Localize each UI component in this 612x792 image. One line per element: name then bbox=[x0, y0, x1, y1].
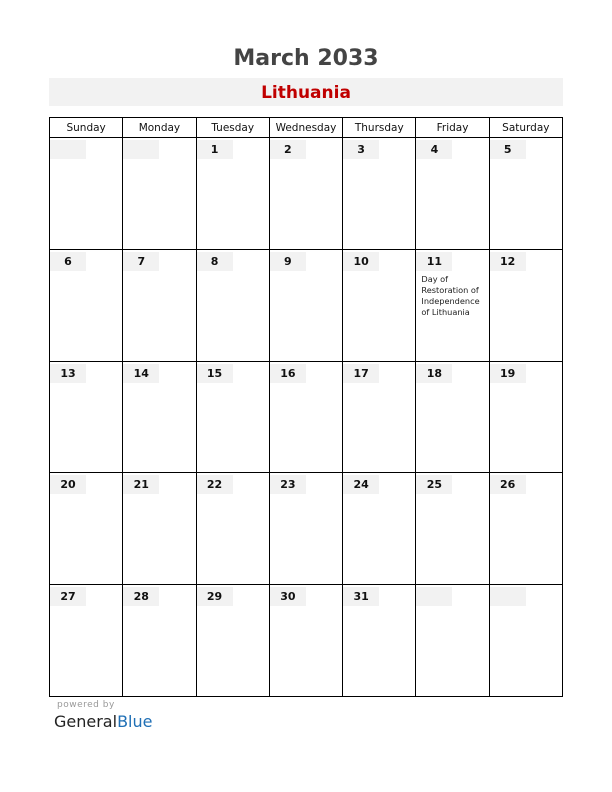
day-cell bbox=[196, 249, 269, 361]
day-cell bbox=[269, 249, 342, 361]
day-cell bbox=[196, 585, 269, 697]
weekday-tuesday: Tuesday bbox=[196, 118, 269, 138]
day-number: 31 bbox=[343, 587, 379, 606]
day-number: 17 bbox=[343, 364, 379, 383]
day-cell bbox=[489, 138, 562, 250]
day-number: 23 bbox=[270, 475, 306, 494]
day-cell bbox=[416, 249, 489, 361]
week-row bbox=[50, 249, 563, 361]
day-number bbox=[123, 140, 159, 159]
day-number: 7 bbox=[123, 252, 159, 271]
week-row bbox=[50, 473, 563, 585]
country-name: Lithuania bbox=[49, 78, 563, 106]
day-cell bbox=[489, 361, 562, 473]
day-cell bbox=[269, 138, 342, 250]
weekday-friday: Friday bbox=[416, 118, 489, 138]
day-cell bbox=[123, 585, 196, 697]
day-cell bbox=[269, 361, 342, 473]
day-cell bbox=[489, 585, 562, 697]
day-number: 5 bbox=[490, 140, 526, 159]
day-cell bbox=[489, 473, 562, 585]
calendar-title: March 2033 bbox=[233, 46, 379, 71]
brand-blue: Blue bbox=[117, 712, 153, 731]
day-cell bbox=[416, 473, 489, 585]
holiday-label bbox=[421, 274, 479, 319]
day-number: 9 bbox=[270, 252, 306, 271]
day-number: 19 bbox=[490, 364, 526, 383]
day-number: 25 bbox=[416, 475, 452, 494]
day-number: 8 bbox=[197, 252, 233, 271]
brand-general: General bbox=[54, 712, 118, 731]
day-cell bbox=[416, 585, 489, 697]
day-cell bbox=[123, 473, 196, 585]
day-cell bbox=[50, 138, 123, 250]
powered-by-text: powered by bbox=[57, 700, 115, 710]
day-cell bbox=[196, 138, 269, 250]
day-number: 3 bbox=[343, 140, 379, 159]
week-row bbox=[50, 361, 563, 473]
day-cell bbox=[489, 249, 562, 361]
day-number: 21 bbox=[123, 475, 159, 494]
day-number: 29 bbox=[197, 587, 233, 606]
day-cell bbox=[50, 585, 123, 697]
day-number: 2 bbox=[270, 140, 306, 159]
day-cell bbox=[50, 473, 123, 585]
weekday-thursday: Thursday bbox=[343, 118, 416, 138]
day-cell bbox=[50, 361, 123, 473]
day-cell bbox=[343, 249, 416, 361]
day-number: 24 bbox=[343, 475, 379, 494]
day-number: 11 bbox=[416, 252, 452, 271]
day-number: 1 bbox=[197, 140, 233, 159]
day-number: 15 bbox=[197, 364, 233, 383]
day-number: 6 bbox=[50, 252, 86, 271]
day-cell bbox=[196, 361, 269, 473]
weekday-saturday: Saturday bbox=[489, 118, 562, 138]
calendar-grid bbox=[49, 117, 563, 697]
day-cell bbox=[343, 473, 416, 585]
day-cell bbox=[269, 585, 342, 697]
week-row bbox=[50, 138, 563, 250]
day-cell bbox=[269, 473, 342, 585]
day-cell bbox=[416, 138, 489, 250]
day-number: 4 bbox=[416, 140, 452, 159]
weekday-monday: Monday bbox=[123, 118, 196, 138]
day-number: 26 bbox=[490, 475, 526, 494]
day-cell bbox=[123, 249, 196, 361]
weekday-sunday: Sunday bbox=[50, 118, 123, 138]
weekday-header-row bbox=[50, 118, 563, 138]
day-number: 13 bbox=[50, 364, 86, 383]
day-number: 30 bbox=[270, 587, 306, 606]
day-cell bbox=[123, 361, 196, 473]
day-number: 28 bbox=[123, 587, 159, 606]
day-number: 12 bbox=[490, 252, 526, 271]
holiday-line: Day of bbox=[421, 273, 449, 284]
day-cell bbox=[416, 361, 489, 473]
brand-logo bbox=[54, 712, 152, 731]
day-cell bbox=[343, 361, 416, 473]
day-number: 14 bbox=[123, 364, 159, 383]
day-number: 18 bbox=[416, 364, 452, 383]
week-row bbox=[50, 585, 563, 697]
day-number bbox=[490, 587, 526, 606]
day-cell bbox=[50, 249, 123, 361]
day-number bbox=[416, 587, 452, 606]
day-cell bbox=[343, 585, 416, 697]
day-number: 16 bbox=[270, 364, 306, 383]
day-cell bbox=[343, 138, 416, 250]
holiday-line: Restoration of bbox=[421, 285, 479, 295]
day-number: 22 bbox=[197, 475, 233, 494]
day-cell bbox=[123, 138, 196, 250]
day-number: 20 bbox=[50, 475, 86, 494]
weekday-wednesday: Wednesday bbox=[269, 118, 342, 138]
holiday-line: Independence bbox=[421, 296, 480, 307]
day-number bbox=[50, 140, 86, 159]
day-cell bbox=[196, 473, 269, 585]
day-number: 27 bbox=[50, 587, 86, 606]
day-number: 10 bbox=[343, 252, 379, 271]
holiday-line: of Lithuania bbox=[421, 307, 470, 318]
